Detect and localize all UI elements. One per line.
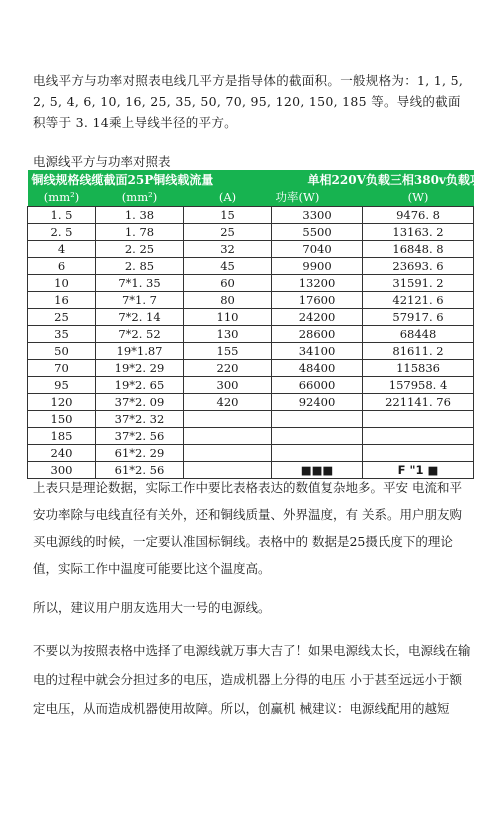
header-sub-mid: (mm²) — [121, 190, 158, 204]
advice-paragraph: 所以，建议用户朋友选用大一号的电源线。 — [33, 600, 271, 615]
table-header-row — [28, 170, 474, 188]
table-title: 电源线平方与功率对照表 — [33, 154, 171, 169]
cell-strands: 1. 78 — [96, 224, 184, 241]
cell-section: 95 — [28, 377, 96, 394]
table-row — [28, 258, 474, 275]
cell-current: 60 — [184, 275, 272, 292]
cell-single-phase: 92400 — [272, 394, 363, 411]
cell-current: 15 — [184, 207, 272, 224]
header-right: 单相220V负载三相380v负载功率 — [307, 172, 494, 187]
cell-section: 35 — [28, 326, 96, 343]
cell-three-phase — [363, 411, 474, 428]
cell-strands: 2. 25 — [96, 241, 184, 258]
cell-single-phase — [272, 428, 363, 445]
cell-three-phase: 157958. 4 — [363, 377, 474, 394]
cell-strands: 37*2. 56 — [96, 428, 184, 445]
cell-section: 16 — [28, 292, 96, 309]
cell-single-phase: 34100 — [272, 343, 363, 360]
cell-three-phase: 57917. 6 — [363, 309, 474, 326]
cell-single-phase — [272, 445, 363, 462]
table-body — [28, 207, 474, 479]
cell-single-phase: 13200 — [272, 275, 363, 292]
cell-strands: 19*2. 29 — [96, 360, 184, 377]
power-table — [27, 170, 494, 479]
cell-strands: 7*2. 52 — [96, 326, 184, 343]
cell-three-phase: 81611. 2 — [363, 343, 474, 360]
cell-single-phase: 48400 — [272, 360, 363, 377]
cell-single-phase: 17600 — [272, 292, 363, 309]
cell-three-phase: 31591. 2 — [363, 275, 474, 292]
cell-strands: 37*2. 32 — [96, 411, 184, 428]
header-unit-power: 功率(W) — [275, 190, 320, 204]
cell-current: 45 — [184, 258, 272, 275]
table-row — [28, 394, 474, 411]
cell-strands: 7*2. 14 — [96, 309, 184, 326]
table-row — [28, 411, 474, 428]
cell-section: 70 — [28, 360, 96, 377]
cell-strands: 19*1.87 — [96, 343, 184, 360]
cell-strands: 2. 85 — [96, 258, 184, 275]
header-sub-left: (mm²) — [43, 190, 80, 204]
cell-single-phase: 7040 — [272, 241, 363, 258]
cell-strands: 19*2. 65 — [96, 377, 184, 394]
cell-section: 300 — [28, 462, 96, 479]
cell-current: 300 — [184, 377, 272, 394]
table-row — [28, 326, 474, 343]
cell-three-phase: 68448 — [363, 326, 474, 343]
cell-section: 10 — [28, 275, 96, 292]
cell-section: 2. 5 — [28, 224, 96, 241]
table-row — [28, 445, 474, 462]
table-row — [28, 224, 474, 241]
cell-strands: 7*1. 7 — [96, 292, 184, 309]
table-row — [28, 377, 474, 394]
cell-three-phase: F "1 ■ — [363, 462, 474, 479]
cell-three-phase: 9476. 8 — [363, 207, 474, 224]
cell-single-phase — [272, 411, 363, 428]
table-row — [28, 275, 474, 292]
table-header-subrow — [28, 188, 474, 207]
cell-section: 50 — [28, 343, 96, 360]
cell-three-phase: 42121. 6 — [363, 292, 474, 309]
cell-strands: 37*2. 09 — [96, 394, 184, 411]
table-row — [28, 309, 474, 326]
header-unit-current: (A) — [218, 190, 237, 204]
intro-paragraph: 电线平方与功率对照表电线几平方是指导体的截面积。一般规格为：1, 1, 5, 2, 5, 4, 6, 10, 16, 25, 35, 50, 70, 95, 120, 150, 185 等。导线的截面积等于 3. 14乘上导线半径的平方。 — [33, 73, 464, 130]
table-row — [28, 207, 474, 224]
table-row — [28, 428, 474, 445]
cell-current: 110 — [184, 309, 272, 326]
cell-three-phase: 13163. 2 — [363, 224, 474, 241]
cell-single-phase: 5500 — [272, 224, 363, 241]
cell-section: 120 — [28, 394, 96, 411]
table-row — [28, 241, 474, 258]
cell-single-phase: 66000 — [272, 377, 363, 394]
cell-single-phase: 9900 — [272, 258, 363, 275]
cell-current: 220 — [184, 360, 272, 377]
cell-current — [184, 445, 272, 462]
cell-current — [184, 411, 272, 428]
cell-current — [184, 428, 272, 445]
header-sub-right: (W) — [407, 190, 429, 204]
cell-current: 420 — [184, 394, 272, 411]
cell-strands: 1. 38 — [96, 207, 184, 224]
cell-section: 25 — [28, 309, 96, 326]
cell-current: 80 — [184, 292, 272, 309]
cell-section: 150 — [28, 411, 96, 428]
cell-three-phase: 23693. 6 — [363, 258, 474, 275]
cell-strands: 7*1. 35 — [96, 275, 184, 292]
cell-current: 155 — [184, 343, 272, 360]
header-left: 铜线规格线缆截面25P铜线载流量 — [31, 172, 214, 187]
cell-strands: 61*2. 29 — [96, 445, 184, 462]
cell-section: 240 — [28, 445, 96, 462]
cell-three-phase: 221141. 76 — [363, 394, 474, 411]
warning-paragraph: 不要以为按照表格中选择了电源线就万事大吉了！如果电源线太长，电源线在输电的过程中就会分担过多的电压，造成机器上分得的电压 小于甚至远远小于额定电压，从而造成机器使用故障。所以，创赢机 械建议：电源线配用的越短 — [33, 643, 471, 716]
table-row — [28, 343, 474, 360]
cell-three-phase — [363, 445, 474, 462]
cell-section: 4 — [28, 241, 96, 258]
cell-section: 6 — [28, 258, 96, 275]
table-row — [28, 292, 474, 309]
table-row — [28, 360, 474, 377]
cell-three-phase: 16848. 8 — [363, 241, 474, 258]
cell-single-phase: 28600 — [272, 326, 363, 343]
cell-single-phase: ■■■ — [272, 462, 363, 479]
cell-section: 185 — [28, 428, 96, 445]
cell-current: 32 — [184, 241, 272, 258]
cell-single-phase: 3300 — [272, 207, 363, 224]
cell-three-phase — [363, 428, 474, 445]
cell-three-phase: 115836 — [363, 360, 474, 377]
cell-current: 130 — [184, 326, 272, 343]
note-paragraph: 上表只是理论数据，实际工作中要比表格表达的数值复杂地多。平安 电流和平安功率除与电线直径有关外，还和铜线质量、外界温度，有 关系。用户朋友购买电源线的时候，一定要认准国标铜线。表格中的 数据是25摄氏度下的理论值，实际工作中温度可能要比这个温度高。 — [33, 480, 462, 576]
cell-section: 1. 5 — [28, 207, 96, 224]
cell-strands: 61*2. 56 — [96, 462, 184, 479]
cell-single-phase: 24200 — [272, 309, 363, 326]
cell-current: 25 — [184, 224, 272, 241]
